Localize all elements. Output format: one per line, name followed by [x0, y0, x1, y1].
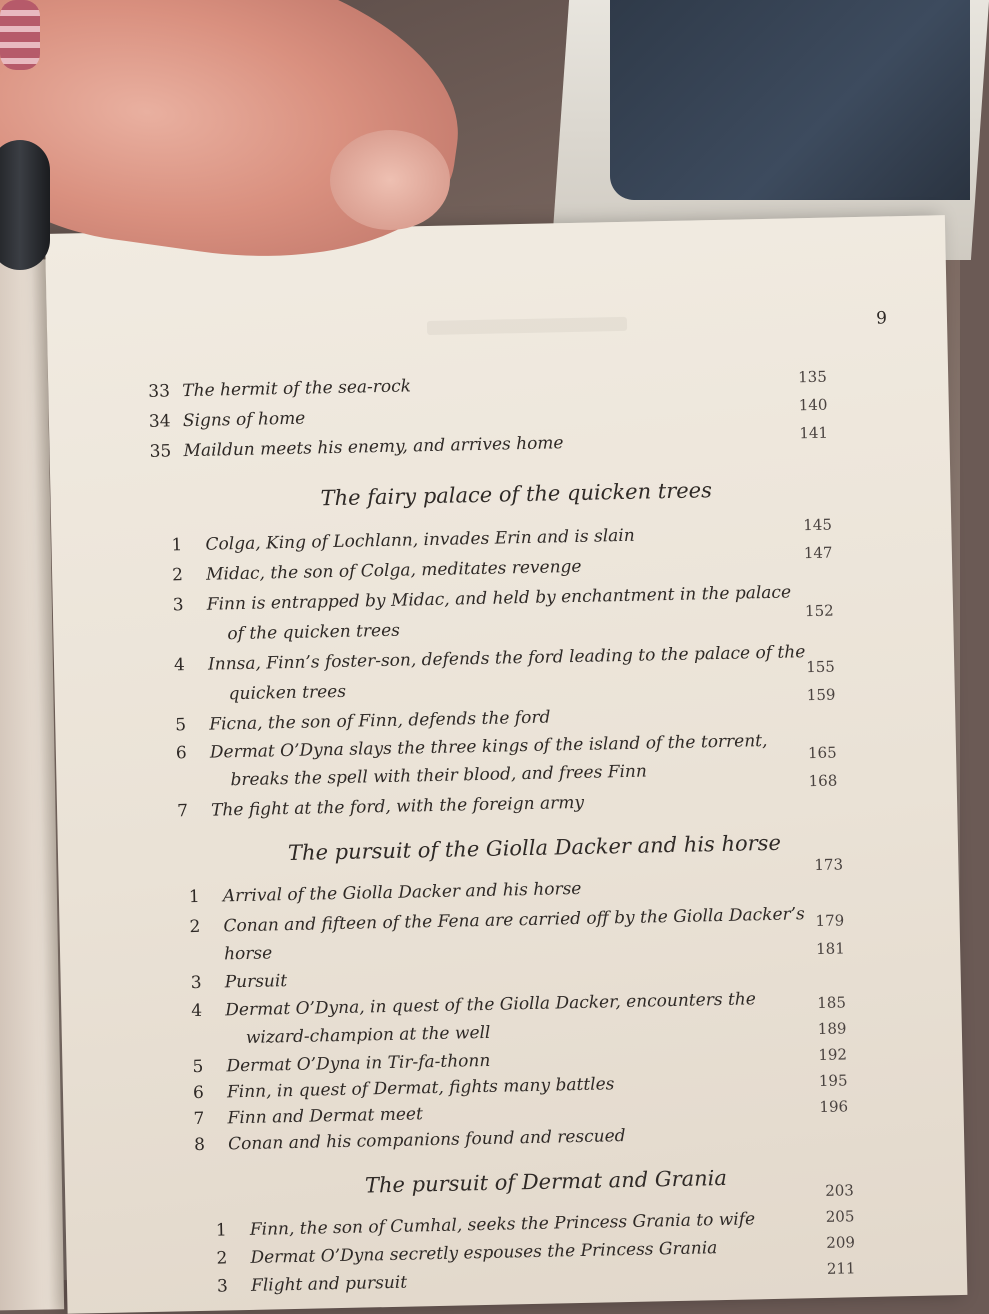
entry-title: Arrival of the Giolla Dacker and his horse	[222, 878, 582, 907]
entry-page: 192	[818, 1045, 848, 1064]
entry-page: 155	[806, 657, 836, 677]
toc-entry	[177, 793, 584, 822]
entry-page: 179	[815, 911, 845, 931]
entry-page: 135	[797, 367, 827, 387]
toc-entry	[174, 642, 806, 675]
section-title: The pursuit of the Giolla Dacker and his horse	[287, 830, 782, 866]
entry-page: 203	[825, 1181, 855, 1200]
entry-number: 1	[188, 886, 200, 908]
entry-title: Conan and his companions found and rescued	[227, 1126, 626, 1155]
toc-entry	[194, 1126, 626, 1155]
entry-title: Pursuit	[224, 971, 288, 993]
entry-number: 5	[175, 715, 187, 736]
entry-page: 205	[825, 1207, 855, 1226]
toc-entry	[192, 1051, 490, 1077]
entry-number: 3	[216, 1276, 229, 1297]
book-page	[45, 215, 967, 1314]
toc-entry	[191, 971, 288, 993]
toc-entry	[216, 1238, 717, 1268]
entry-title-continued: of the quicken trees	[227, 620, 401, 645]
entry-page: 140	[798, 395, 828, 415]
section-title: The fairy palace of the quicken trees	[320, 478, 713, 511]
page-number: 9	[875, 308, 888, 329]
entry-number: 35	[149, 441, 172, 462]
entry-number: 1	[171, 535, 183, 556]
entry-title: Ficna, the son of Finn, defends the ford	[209, 707, 551, 735]
entry-title: The fight at the ford, with the foreign army	[210, 792, 585, 821]
entry-number: 2	[171, 565, 184, 586]
entry-page: 152	[804, 601, 834, 621]
entry-title: Dermat O’Dyna in Tir-fa-thonn	[226, 1050, 491, 1077]
toc-entry	[148, 376, 411, 401]
entry-title-continued: horse	[223, 943, 273, 965]
entry-page: 196	[819, 1097, 849, 1116]
entry-title: Colga, King of Lochlann, invades Erin and is slain	[205, 525, 635, 555]
toc-entry	[176, 731, 768, 763]
entry-title: Flight and pursuit	[250, 1272, 408, 1296]
bracelet	[0, 0, 40, 70]
entry-title: The hermit of the sea-rock	[182, 376, 412, 402]
entry-title: Dermat O’Dyna secretly espouses the Princess Grania	[250, 1238, 718, 1268]
toc-entry	[193, 1074, 615, 1103]
toc-entry	[193, 1104, 423, 1129]
entry-number: 7	[176, 801, 189, 822]
entry-title: Conan and fifteen of the Fena are carried off by the Giolla Dacker’s	[223, 904, 806, 937]
entry-page: 189	[817, 1019, 847, 1038]
entry-page: 147	[803, 543, 833, 563]
entry-number: 4	[191, 1000, 203, 1022]
entry-title: Innsa, Finn’s foster-son, defends the ford leading to the palace of the	[207, 642, 806, 675]
toc-entry	[191, 989, 756, 1021]
entry-number: 33	[148, 381, 171, 402]
section-title: The pursuit of Dermat and Grania	[364, 1165, 728, 1198]
toc-entry	[216, 1209, 756, 1240]
entry-page: 165	[807, 743, 837, 763]
entry-number: 6	[192, 1082, 205, 1104]
entry-number: 2	[216, 1248, 228, 1269]
entry-page: 185	[817, 993, 847, 1012]
entry-number: 1	[215, 1220, 227, 1241]
finger-tip	[330, 130, 450, 230]
toc-entry	[171, 526, 635, 556]
entry-title-continued: quicken trees	[228, 681, 347, 705]
entry-page: 159	[806, 685, 836, 705]
entry-title: Finn is entrapped by Midac, and held by enchantment in the palace	[206, 582, 792, 615]
entry-page: 168	[808, 771, 838, 791]
toc-entry	[217, 1273, 407, 1297]
entry-title: Dermat O’Dyna slays the three kings of the island of the torrent,	[209, 730, 768, 763]
entry-page: 141	[799, 423, 829, 443]
entry-title: Signs of home	[182, 408, 306, 432]
entry-title: Finn and Dermat meet	[227, 1104, 424, 1129]
entry-number: 34	[148, 411, 171, 432]
entry-title: Finn, the son of Cumhal, seeks the Princess Grania to wife	[249, 1209, 756, 1240]
background-screen	[610, 0, 970, 200]
ring	[0, 140, 50, 270]
toc-entry	[172, 557, 582, 586]
entry-page: 173	[814, 855, 844, 875]
toc-entry	[149, 409, 306, 432]
entry-number: 2	[189, 916, 201, 938]
entry-number: 3	[172, 595, 184, 616]
entry-title: Finn, in quest of Dermat, fights many battles	[226, 1074, 615, 1103]
entry-page: 181	[815, 939, 845, 959]
entry-title-continued: breaks the spell with their blood, and frees Finn	[230, 761, 648, 791]
entry-title: Dermat O’Dyna, in quest of the Giolla Dacker, encounters the	[225, 989, 757, 1021]
entry-page: 209	[826, 1233, 856, 1252]
entry-page: 145	[803, 515, 833, 535]
toc-entry	[189, 879, 582, 907]
toc-entry	[173, 582, 792, 615]
entry-page: 195	[818, 1071, 848, 1090]
entry-number: 7	[193, 1108, 205, 1130]
toc-entry	[189, 904, 805, 937]
entry-number: 5	[192, 1056, 204, 1078]
entry-number: 6	[175, 743, 187, 764]
toc-entry	[149, 433, 563, 462]
entry-number: 8	[193, 1134, 206, 1156]
entry-number: 3	[190, 972, 202, 994]
toc-entry	[175, 708, 550, 736]
entry-title: Maildun meets his enemy, and arrives home	[183, 433, 564, 462]
entry-page: 211	[826, 1259, 856, 1278]
entry-title: Midac, the son of Colga, meditates revenge	[205, 556, 582, 585]
faded-running-header	[427, 317, 627, 335]
entry-title-continued: wizard-champion at the well	[245, 1022, 491, 1048]
entry-number: 4	[173, 655, 186, 676]
